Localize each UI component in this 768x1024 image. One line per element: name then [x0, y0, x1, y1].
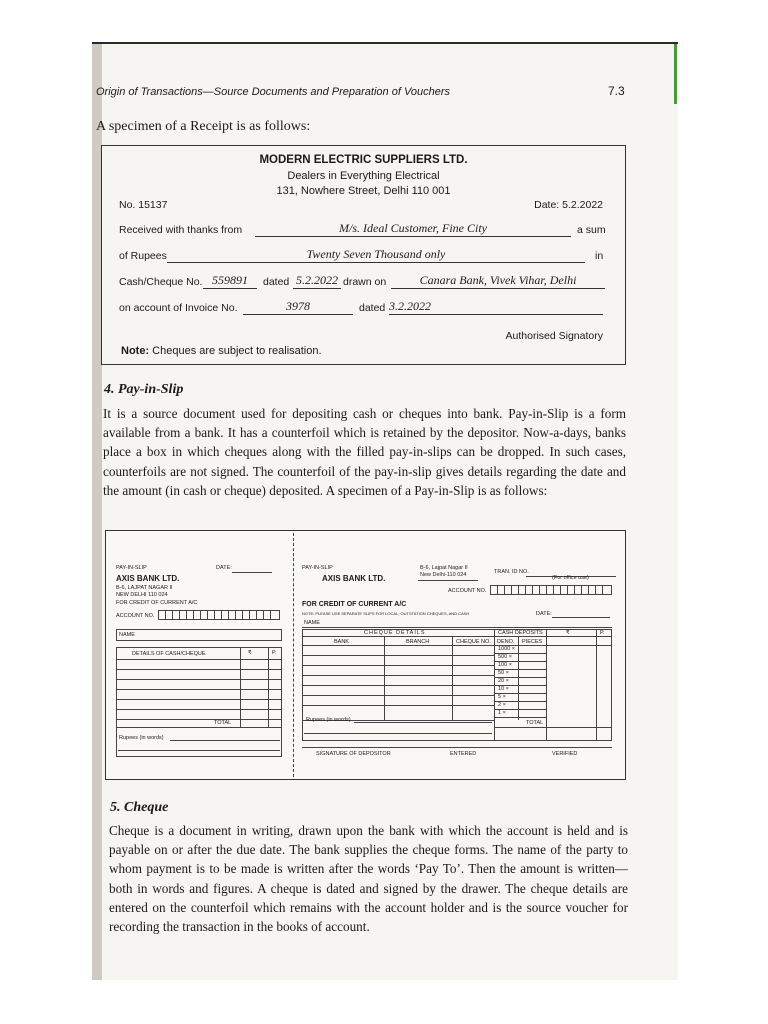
m-words: Rupees (in words)	[306, 717, 351, 723]
in-label: in	[595, 250, 604, 262]
m-cash-deposits: CASH DEPOSITS	[498, 630, 543, 636]
receipt-number: No. 15137	[119, 199, 168, 211]
cf-total: TOTAL	[214, 720, 232, 726]
m-denom-1: 500 ×	[498, 654, 512, 660]
receipt-intro: A specimen of a Receipt is as follows:	[96, 119, 311, 134]
m-pieces: PIECES	[522, 639, 543, 645]
rupees-value: Twenty Seven Thousand only	[167, 247, 585, 263]
m-cheque-details: CHEQUE DETAILS	[364, 630, 426, 636]
receipt-company: MODERN ELECTRIC SUPPLIERS LTD.	[259, 154, 468, 166]
m-entered: ENTERED	[450, 751, 477, 757]
cheque-label: Cash/Cheque No.	[119, 276, 203, 288]
cf-details-head: DETAILS OF CASH/CHEQUE	[132, 651, 206, 657]
drawn-label: drawn on	[343, 276, 387, 288]
m-denom-4: 20 ×	[498, 678, 509, 684]
section-4-title: 4. Pay-in-Slip	[104, 382, 184, 397]
m-deno: DENO.	[497, 639, 515, 645]
authorised-signatory: Authorised Signatory	[505, 330, 603, 342]
dated-label: dated	[263, 276, 290, 288]
section-4-paragraph: It is a source document used for depositing cash or cheques into bank. Pay-in-Slip is a form available from a bank. It has a counterfoil which is retained by the depositor. Now-a-days, banks place a box in which cheques along with the filled pay-in-slips can be dropped. In such cases, counterfoils are not signed. The counterfoil of the pay-in-slip gives details regarding the date and the amount (in cash or cheque) deposited. A specimen of a Pay-in-Slip is as follows:	[103, 406, 626, 498]
m-col-chequeno: CHEQUE NO.	[456, 639, 491, 645]
cf-p: P.	[272, 650, 277, 656]
m-credit: FOR CREDIT OF CURRENT A/C	[302, 601, 407, 608]
m-sign: SIGNATURE OF DEPOSITOR	[316, 751, 391, 757]
receipt-note	[121, 345, 322, 357]
m-denom-6: 5 ×	[498, 694, 506, 700]
invoice-dated-label: dated	[359, 302, 386, 314]
m-rs: ₹	[566, 630, 570, 636]
m-col-branch: BRANCH	[406, 639, 430, 645]
cf-addr1: B-6, LAJPAT NAGAR II	[116, 585, 173, 591]
m-denom-7: 2 ×	[498, 702, 506, 708]
m-col-bank: BANK	[334, 639, 349, 645]
m-addr1: B-6, Lajpat Nagar II	[420, 565, 468, 571]
invoice-label: on account of Invoice No.	[119, 302, 238, 314]
receipt-specimen	[101, 145, 626, 365]
receipt-rupees-row	[119, 247, 609, 266]
m-title: PAY-IN-SLIP	[302, 565, 333, 571]
m-bank: AXIS BANK LTD.	[322, 574, 386, 583]
page-number: 7.3	[608, 84, 625, 98]
running-header: Origin of Transactions—Source Documents and Preparation of Vouchers	[96, 86, 451, 98]
receipt-date: Date: 5.2.2022	[534, 199, 603, 211]
note-bold: Note:	[121, 345, 150, 357]
m-denom-5: 10 ×	[498, 686, 509, 692]
m-account-label: ACCOUNT NO.	[448, 588, 487, 594]
m-addr2: New Delhi-110 024	[420, 572, 467, 578]
cf-date-line	[232, 572, 272, 573]
perforation-line	[293, 533, 294, 777]
bank-value: Canara Bank, Vivek Vihar, Delhi	[391, 273, 605, 289]
m-p: P.	[600, 630, 605, 636]
receipt-address: 131, Nowhere Street, Delhi 110 001	[276, 185, 451, 197]
cheque-date: 5.2.2022	[293, 273, 341, 289]
m-tran-label: TRAN. ID NO.	[494, 569, 529, 575]
cheque-value: 559891	[203, 273, 257, 289]
sum-label: a sum	[577, 224, 606, 236]
cf-bank: AXIS BANK LTD.	[116, 574, 180, 583]
m-total: TOTAL	[526, 720, 544, 726]
page-edge-mark	[674, 44, 677, 104]
cf-name-label: NAME	[119, 632, 135, 638]
received-label: Received with thanks from	[119, 224, 243, 236]
m-office: (For office use)	[552, 575, 589, 581]
cf-account-boxes	[158, 610, 280, 620]
receipt-tagline: Dealers in Everything Electrical	[287, 170, 440, 182]
m-note: NOTE: PLEASE USE SEPARATE SLIPS FOR LOCAL, OUTSTATION CHEQUES, AND CASH	[302, 611, 470, 616]
section-5-paragraph: Cheque is a document in writing, drawn upon the bank with which the account is held and is payable on or after the due date. The bank supplies the cheque forms. The name of the party to whom payment is to be made is written after the words ‘Pay To’. Then the amount is written—both in words and figures. A cheque is dated and signed by the drawer. The cheque details are entered on the counterfoil which remains with the account holder and is the source voucher for recording the transaction in the books of account.	[109, 823, 628, 935]
cf-credit: FOR CREDIT OF CURRENT A/C	[116, 600, 198, 606]
note-text: Cheques are subject to realisation.	[149, 345, 322, 357]
cf-date-label: DATE:	[216, 565, 232, 571]
m-denom-8: 1 ×	[498, 710, 506, 716]
received-value: M/s. Ideal Customer, Fine City	[255, 221, 571, 237]
m-date-label: DATE:	[536, 611, 552, 617]
m-name-label: NAME	[304, 620, 320, 626]
section-5-title: 5. Cheque	[110, 800, 169, 815]
m-denom-0: 1000 ×	[498, 646, 515, 652]
cf-account-label: ACCOUNT NO.	[116, 613, 155, 619]
cf-rs: ₹	[248, 650, 252, 656]
cf-words: Rupees (in words)	[119, 735, 164, 741]
invoice-value: 3978	[243, 299, 353, 315]
cf-title: PAY-IN-SLIP	[116, 565, 147, 571]
receipt-cheque-row	[119, 273, 609, 292]
cf-name-box	[116, 629, 282, 641]
pay-in-slip-specimen	[105, 530, 626, 780]
m-verified: VERIFIED	[552, 751, 578, 757]
cf-addr2: NEW DELHI 110 024	[116, 592, 168, 598]
receipt-received-row	[119, 221, 609, 240]
rupees-label: of Rupees	[119, 250, 167, 262]
m-denom-2: 100 ×	[498, 662, 512, 668]
invoice-date: 3.2.2022	[389, 299, 603, 315]
m-account-boxes	[490, 585, 612, 595]
m-denom-3: 50 ×	[498, 670, 509, 676]
receipt-invoice-row	[119, 299, 609, 318]
